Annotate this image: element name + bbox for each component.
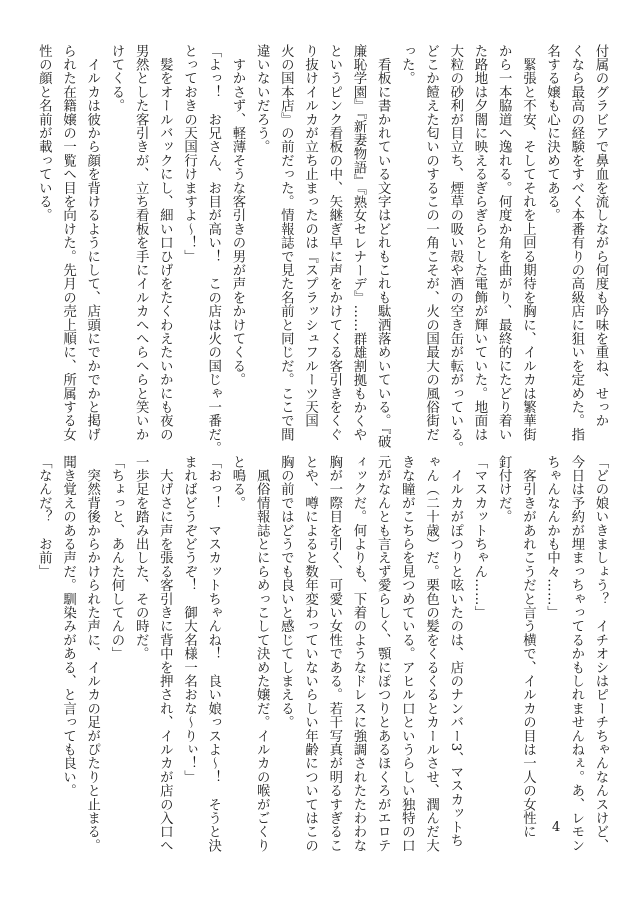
text-line: 突然背後からかけられた声に、イルカの足がぴたりと止まる。 — [84, 455, 100, 853]
text-line: 大粒の砂利が目立ち、煙草の吸い殻や酒の空き缶が転がっている。 — [447, 44, 463, 455]
text-line: 性の顔と名前が載っている。 — [36, 44, 52, 223]
text-line: 風俗情報誌とにらめっこして決めた嬢だ。イルカの喉がごくり — [254, 455, 270, 853]
text-line: とや、噂によると数年変わっていないらしい年齢についてはこの — [302, 455, 318, 853]
text-line: 火の国本店』の前だった。情報誌で見た名前と同じだ。ここで間 — [278, 44, 294, 442]
text-line: ゃん（二十歳）だ。栗色の髪をくるくるとカールさせ、潤んだ大 — [423, 455, 439, 853]
text-line: 胸の前ではどうでも良いと感じてしまえる。 — [278, 455, 294, 729]
text-line: 「ちょっと、あんた何してんの」 — [108, 455, 124, 661]
text-line: 「どの娘いきましょう？ イチオシはピーチちゃんなんスけど、 — [593, 455, 608, 853]
text-line: 「なんだ？ お前」 — [36, 455, 52, 579]
text-line: 緊張と不安、そしてそれを上回る期待を胸に、イルカは繁華街 — [520, 44, 536, 442]
text-line: り抜けイルカが立ち止まったのは『スプラッシュフルーツ天国 — [302, 44, 318, 428]
text-line: まればどうぞどうぞ！ 御大名様一名おな〜りぃ！」 — [181, 455, 197, 784]
text-line: 一歩足を踏み出した、その時だ。 — [133, 455, 149, 661]
text-line: られた在籍嬢の一覧へ目を向けた。先月の売上順に、所属する女 — [60, 44, 76, 442]
text-line: イルカがぽつりと呟いたのは、店のナンバー3、マスカットち — [447, 455, 463, 848]
text-line: 胸が一際目を引く、可愛い女性である。若干写真が明るすぎるこ — [326, 455, 342, 853]
top-text-block — [32, 44, 612, 455]
text-line: 廉恥学園』『新妻物語』『熟女セレナーデ』……群雄割拠もかくや — [350, 44, 366, 442]
text-line: た路地は夕闇に映えるぎらぎらとした電飾が輝いていた。地面は — [471, 44, 487, 442]
text-line: ィックだ。何よりも、下着のようなドレスに強調されたたわわな — [350, 455, 366, 853]
text-line: というピンク看板の中、矢継ぎ早に声をかけてくる客引きをくぐ — [326, 44, 342, 442]
page-number: 4 — [552, 820, 561, 835]
text-line: 看板に書かれている文字はどれもこれも駄洒落めいている。『破 — [375, 44, 391, 449]
text-line: 大げさに声を張る客引きに背中を押され、イルカが店の入口へ — [157, 455, 173, 853]
text-line: すかさず、軽薄そうな客引きの男が声をかけてくる。 — [229, 44, 245, 387]
text-line: ちゃんなんかも中々……」 — [544, 455, 560, 620]
text-line: くなら最高の経験をすべく本番有りの高級店に狙いを定めた。指 — [568, 44, 584, 442]
text-line: どこか饐えた匂いのするこの一角こそが、火の国最大の風俗街だ — [423, 44, 439, 442]
text-line: 聞き覚えのある声だ。馴染みがある、と言っても良い。 — [60, 455, 76, 798]
bottom-text-block — [32, 455, 612, 853]
text-line: 今日は予約が埋まっちゃってるかもしれませんねぇ。あ、レモン — [568, 455, 584, 853]
text-line: 名する嬢も心に決めてある。 — [544, 44, 560, 223]
text-line: った。 — [399, 44, 415, 86]
text-line: 客引きがあれこうだと言う横で、イルカの目は一人の女性に — [520, 455, 536, 839]
text-line: 髪をオールバックにし、細い口ひげをたくわえたいかにも夜の — [157, 44, 173, 442]
text-line: きな瞳がこちらを見つめている。アヒル口というらしい独特の口 — [399, 455, 415, 853]
text-line: 「よっ！ お兄さん、お目が高い！ この店は火の国じゃ一番だ。 — [205, 44, 221, 455]
text-line: 付属のグラビアで鼻血を流しながら何度も吟味を重ね、せっか — [593, 44, 608, 428]
text-line: 元がなんとも言えず愛らしく、顎にぽつりとあるほくろがエロテ — [375, 455, 391, 853]
text-line: から一本脇道へ逸れる。何度か角を曲がり、最終的にたどり着い — [496, 44, 512, 442]
text-line: 「おっ！ マスカットちゃんね！ 良い娘っスよ〜！ そうと決 — [205, 455, 221, 853]
text-line: 違いないだろう。 — [254, 44, 270, 154]
text-line: と鳴る。 — [229, 455, 245, 510]
text-line: 釘付けだ。 — [496, 455, 512, 524]
text-line: けてくる。 — [108, 44, 124, 113]
text-line: 男然とした客引きが、立ち看板を手にイルカへへらへらと笑いか — [133, 44, 149, 442]
text-line: 「マスカットちゃん……」 — [471, 455, 487, 620]
text-line: とっておきの天国行けますよ〜！」 — [181, 44, 197, 264]
text-line: イルカは彼から顔を背けるようにして、店頭にでかでかと掲げ — [84, 44, 100, 442]
